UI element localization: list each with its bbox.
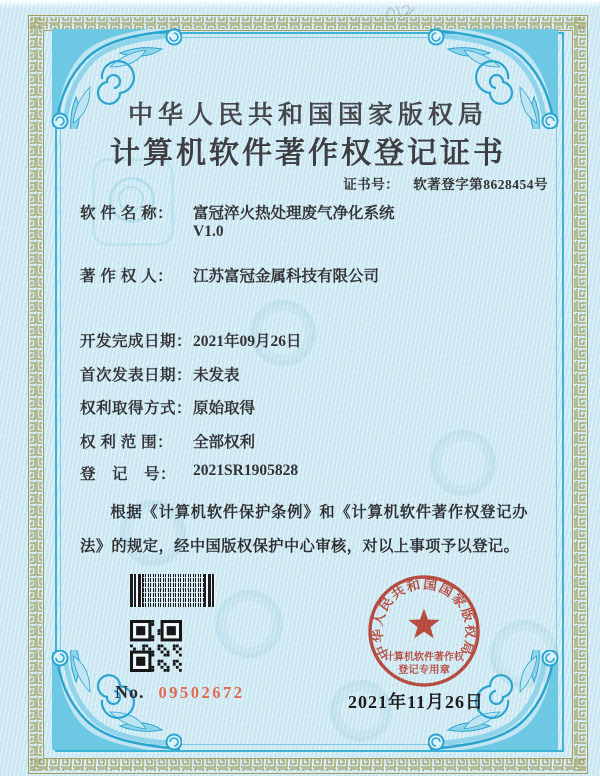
serial-label: No. [115,682,145,702]
stamp-line2: 登记专用章 [398,665,450,676]
certificate-number-label: 证书号： [343,177,400,192]
field-value: 原始取得 [193,400,256,417]
stamp-star-icon [408,609,439,639]
barcode-data-region [143,574,204,607]
field-label: 著 作 权 人： [80,268,174,285]
field-row-copyright-owner [80,264,380,286]
field-label: 登 记 号： [80,466,177,483]
field-label: 首次发表日期： [80,367,193,384]
barcode-pdf417 [130,574,215,607]
issue-date: 2021年11月26日 [348,692,485,712]
red-seal-stamp [366,573,482,689]
field-row-rights-scope [80,430,256,452]
serial-number-line [115,682,245,703]
field-row-software-name [80,201,395,223]
qr-code [130,620,182,672]
field-row-dev-completion-date [80,329,302,351]
certificate-number-line [56,173,548,193]
serial-number: 09502672 [158,683,245,702]
field-row-registration-number [80,462,299,484]
field-label: 权 利 范 围： [80,434,174,451]
barcode-start-pattern [130,574,143,607]
field-value: 全部权利 [193,434,256,451]
field-row-first-publication [80,363,240,385]
field-value-version: V1.0 [193,223,224,240]
stamp-ring-text: 中华人民共和国国家版权局 [370,577,478,661]
field-value: 江苏富冠金属科技有限公司 [193,268,380,285]
issuer-title: 中华人民共和国国家版权局 [127,102,488,129]
registration-statement: 根据《计算机软件保护条例》和《计算机软件著作权登记办法》的规定，经中国版权保护中心审核，对以上事项予以登记。 [80,504,528,555]
document-title: 计算机软件著作权登记证书 [110,137,506,170]
field-value: 未发表 [193,367,240,384]
field-label: 权利取得方式： [80,400,193,417]
barcode-stop-pattern [204,574,215,607]
certificate-number-value: 软著登字第8628454号 [413,177,548,192]
field-label: 软 件 名 称： [80,205,174,222]
field-label: 开发完成日期： [80,333,193,350]
field-value: 2021年09月26日 [193,333,302,350]
stamp-line1: 计算机软件著作权 [384,652,464,663]
field-value: 2021SR1905828 [193,462,299,479]
field-row-rights-acquisition [80,396,256,418]
field-value: 富冠淬火热处理废气净化系统 [193,205,395,222]
